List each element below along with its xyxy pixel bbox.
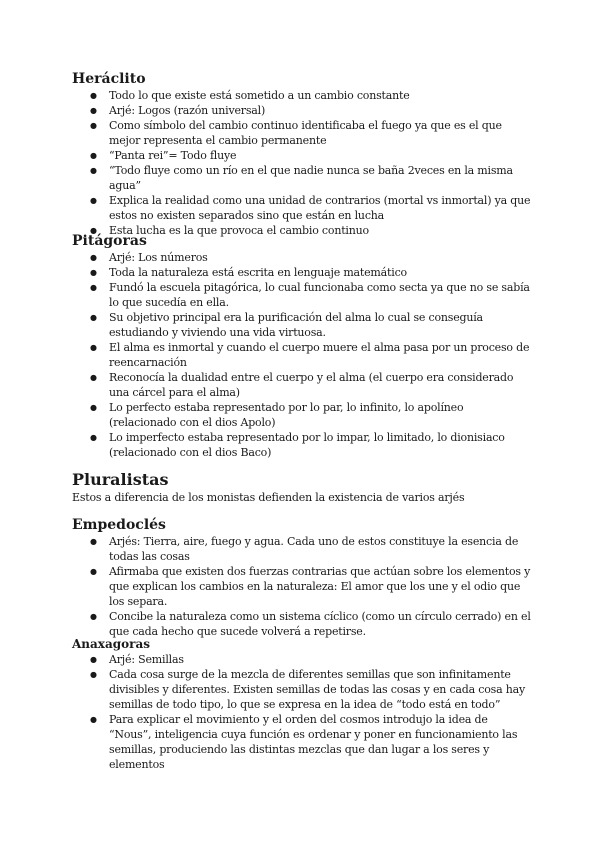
list-item: ● Arjés: Tierra, aire, fuego y agua. Cada uno de estos constituye la esencia de todas las cosas [72, 534, 532, 564]
list-item: ● Concibe la naturaleza como un sistema cíclico (como un círculo cerrado) en el que cada hecho que sucede volverá a repetirse. [72, 609, 532, 639]
list-item: ● Arjé: Los números [72, 250, 532, 265]
list-item: ● Arjé: Semillas [72, 652, 532, 667]
section-pitagoras [72, 232, 532, 460]
list-item: ● Explica la realidad como una unidad de contrarios (mortal vs inmortal) ya que estos no existen separados sino que están en lucha [72, 193, 532, 223]
heading-pitagoras: Pitágoras [72, 233, 147, 249]
intro-pluralistas: Estos a diferencia de los monistas defienden la existencia de varios arjés [72, 491, 465, 504]
list-empedocles [72, 534, 532, 639]
section-heraclito [72, 70, 532, 238]
section-empedocles [72, 516, 532, 639]
list-item: ● Reconocía la dualidad entre el cuerpo y el alma (el cuerpo era considerado una cárcel para el alma) [72, 370, 532, 400]
section-pluralistas [72, 470, 532, 505]
heading-anaxagoras: Anaxagoras [72, 637, 150, 651]
list-item: ● Fundó la escuela pitagórica, lo cual funcionaba como secta ya que no se sabía lo que sucedía en ella. [72, 280, 532, 310]
list-item: ● Su objetivo principal era la purificación del alma lo cual se conseguía estudiando y viviendo una vida virtuosa. [72, 310, 532, 340]
list-item: ● Para explicar el movimiento y el orden del cosmos introdujo la idea de “Nous”, inteligencia cuya función es ordenar y poner en funcionamiento las semillas, produciendo las distintas mezclas que dan lugar a los seres y elementos [72, 712, 532, 772]
list-item: ● Como símbolo del cambio continuo identificaba el fuego ya que es el que mejor representa el cambio permanente [72, 118, 532, 148]
list-item: ● Lo imperfecto estaba representado por lo impar, lo limitado, lo dionisiaco (relacionado con el dios Baco) [72, 430, 532, 460]
list-item: ● Toda la naturaleza está escrita en lenguaje matemático [72, 265, 532, 280]
list-item: ● Esta lucha es la que provoca el cambio continuo [72, 223, 532, 238]
list-item: ● Cada cosa surge de la mezcla de diferentes semillas que son infinitamente divisibles y diferentes. Existen semillas de todas las cosas y en cada cosa hay semillas de todo tipo, lo que se expresa en la idea de “todo está en todo” [72, 667, 532, 712]
list-item: ● Todo lo que existe está sometido a un cambio constante [72, 88, 532, 103]
list-item: ● “Panta rei”= Todo fluye [72, 148, 532, 163]
section-anaxagoras [72, 636, 532, 772]
list-item: ● Lo perfecto estaba representado por lo par, lo infinito, lo apolíneo (relacionado con el dios Apolo) [72, 400, 532, 430]
heading-heraclito: Heráclito [72, 71, 146, 87]
list-item: ● Afirmaba que existen dos fuerzas contrarias que actúan sobre los elementos y que explican los cambios en la naturaleza: El amor que los une y el odio que los separa. [72, 564, 532, 609]
list-item: ● Arjé: Logos (razón universal) [72, 103, 532, 118]
list-item: ● “Todo fluye como un río en el que nadie nunca se baña 2veces en la misma agua” [72, 163, 532, 193]
list-item: ● El alma es inmortal y cuando el cuerpo muere el alma pasa por un proceso de reencarnación [72, 340, 532, 370]
heading-pluralistas: Pluralistas [72, 470, 169, 489]
list-anaxagoras [72, 652, 532, 772]
heading-empedocles: Empedoclés [72, 517, 166, 533]
list-heraclito [72, 88, 532, 238]
list-pitagoras [72, 250, 532, 460]
